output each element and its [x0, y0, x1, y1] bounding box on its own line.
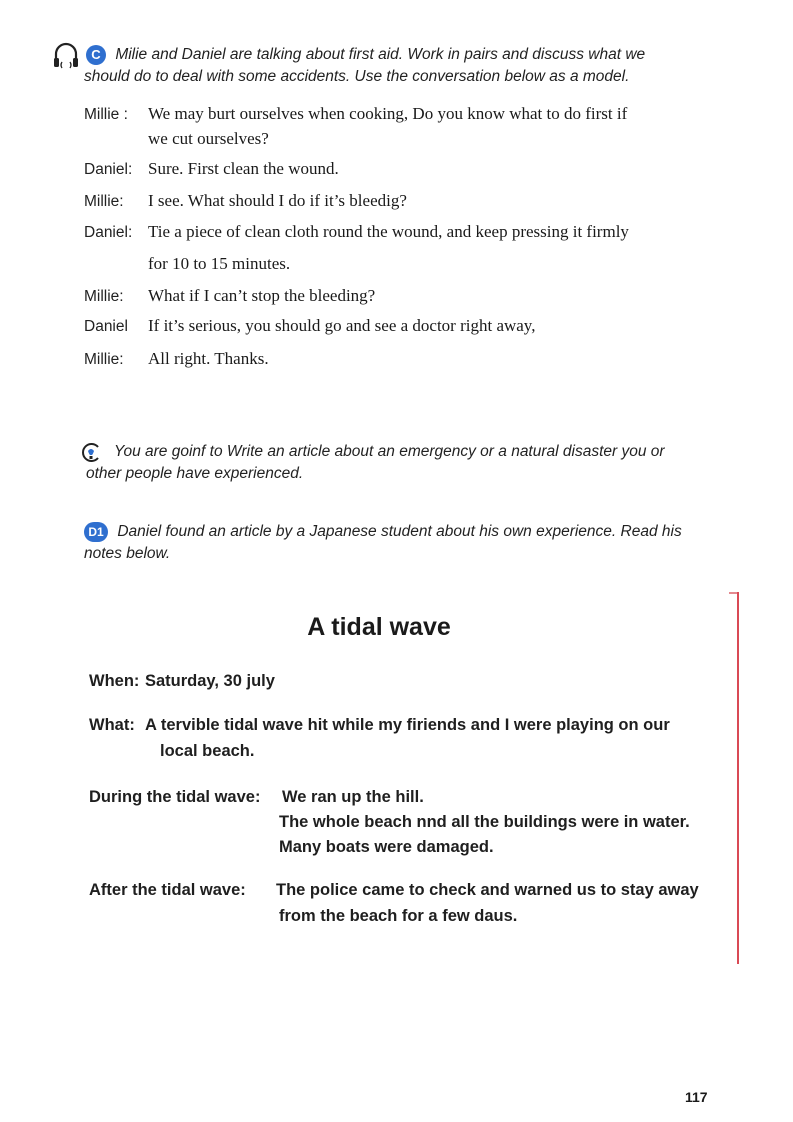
notes-what-line2: local beach. — [160, 742, 255, 760]
notes-during-label: During the tidal wave: — [89, 788, 261, 806]
notes-after-line: The police came to check and warned us to stay away — [276, 881, 699, 899]
notes-during-line: We ran up the hill. — [282, 788, 424, 806]
notes-what-line1: A tervible tidal wave hit while my firiends and I were playing on our — [145, 716, 670, 734]
notes-when-label: When: — [89, 672, 140, 690]
page-number: 117 — [685, 1089, 708, 1105]
section-c-instruction-line2: should do to deal with some accidents. Use the conversation below as a model. — [84, 68, 630, 85]
section-c-instruction-line1: Milie and Daniel are talking about first aid. Work in pairs and discuss what we — [115, 46, 646, 63]
section-d1-badge: D1 — [84, 522, 108, 542]
dialogue-speaker: Millie: — [84, 288, 124, 305]
task-intro-line1: You are goinf to Write an article about an emergency or a natural disaster you or — [114, 443, 665, 460]
dialogue-speaker: Daniel — [84, 318, 128, 335]
dialogue-line: for 10 to 15 minutes. — [148, 254, 291, 273]
dialogue-line: we cut ourselves? — [148, 129, 269, 148]
dialogue-line: What if I can’t stop the bleeding? — [148, 286, 376, 305]
dialogue-line: If it’s serious, you should go and see a doctor right away, — [148, 316, 536, 335]
task-intro-line2: other people have experienced. — [86, 465, 304, 482]
section-c-instruction — [86, 44, 736, 88]
headphones-icon — [52, 40, 80, 70]
dialogue-speaker: Daniel: — [84, 224, 133, 241]
notes-during-line: The whole beach nnd all the buildings were in water. — [279, 813, 690, 831]
section-c-badge: C — [86, 45, 106, 65]
notes-title: A tidal wave — [307, 613, 451, 641]
section-d1-instruction-line1: Daniel found an article by a Japanese student about his own experience. Read his — [117, 523, 682, 540]
dialogue-line: I see. What should I do if it’s bleedig? — [148, 191, 407, 210]
margin-rule — [737, 592, 739, 964]
dialogue-speaker: Daniel: — [84, 161, 133, 178]
notes-when-value: Saturday, 30 july — [145, 672, 275, 690]
dialogue-line: Tie a piece of clean cloth round the wound, and keep pressing it firmly — [148, 222, 629, 241]
section-d1-instruction — [84, 521, 734, 565]
dialogue-speaker: Millie: — [84, 193, 124, 210]
dialogue-line: We may burt ourselves when cooking, Do you know what to do first if — [148, 104, 628, 123]
notes-during-line: Many boats were damaged. — [279, 838, 494, 856]
dialogue-line: All right. Thanks. — [148, 349, 269, 368]
dialogue-speaker: Millie : — [84, 106, 128, 123]
dialogue-line: Sure. First clean the wound. — [148, 159, 339, 178]
notes-after-line: from the beach for a few daus. — [279, 907, 518, 925]
task-intro — [86, 441, 736, 485]
section-d1-instruction-line2: notes below. — [84, 545, 171, 562]
notes-after-label: After the tidal wave: — [89, 881, 246, 899]
dialogue-speaker: Millie: — [84, 351, 124, 368]
notes-what-label: What: — [89, 716, 135, 734]
